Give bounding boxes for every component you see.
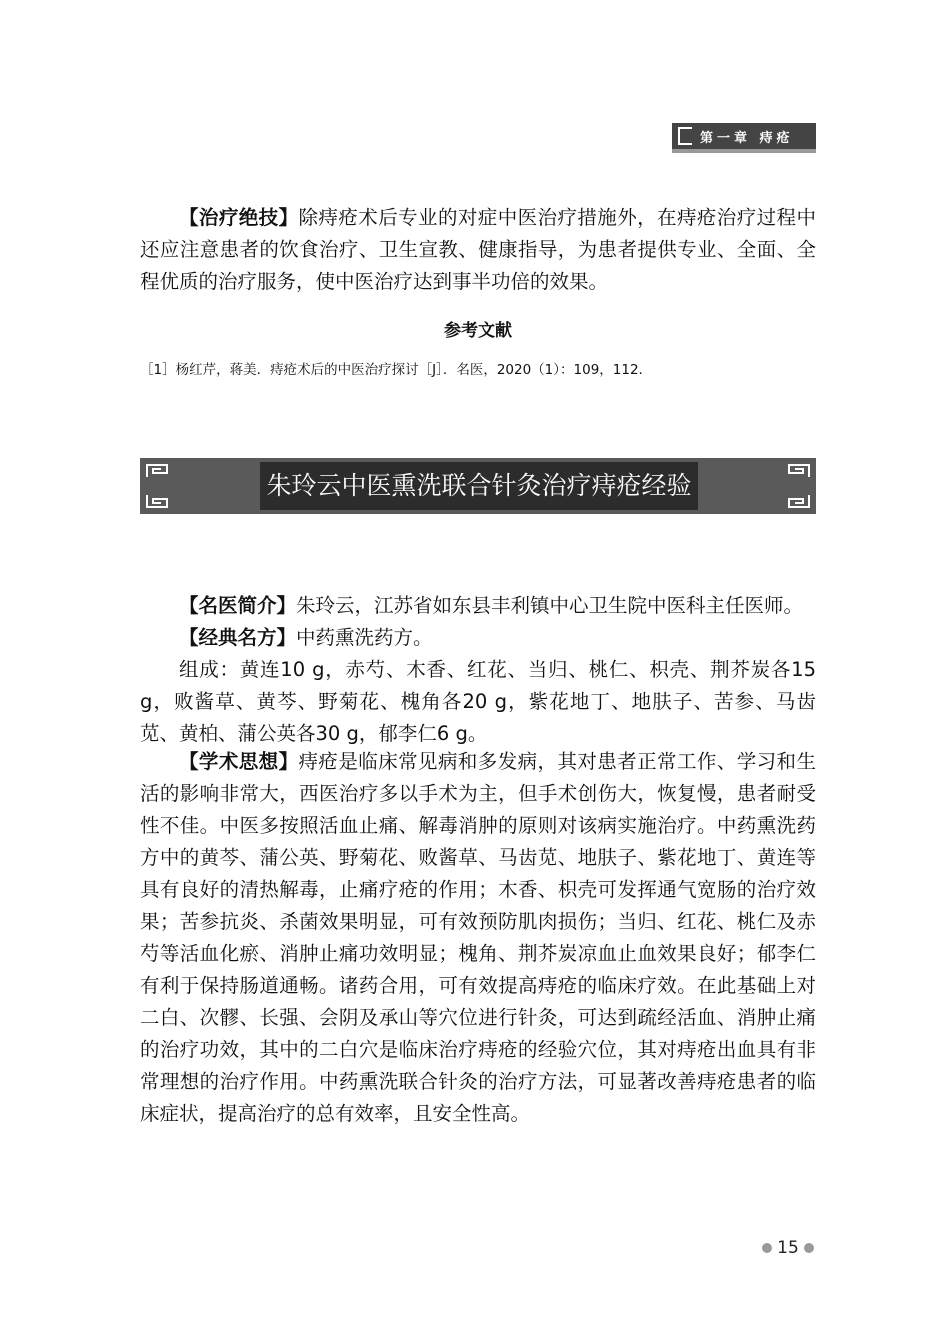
treatment-text: 除痔疮术后专业的对症中医治疗措施外，在痔疮治疗过程中还应注意患者的饮食治疗、卫生宣教、健康指导，为患者提供专业、全面、全程优质的治疗服务，使中医治疗达到事半功倍的效果。 [140, 206, 816, 293]
chapter-label: 第一章 痔疮 [700, 131, 794, 146]
intro-text: 朱玲云，江苏省如东县丰利镇中心卫生院中医科主任医师。 [296, 594, 804, 617]
thought-paragraph [140, 746, 816, 1130]
formula-text: 中药熏洗药方。 [296, 626, 433, 649]
section-banner [140, 458, 816, 514]
meander-ornament-icon [146, 494, 168, 508]
page-number: 15 [777, 1238, 799, 1258]
formula-heading: 【经典名方】 [179, 626, 297, 649]
thought-heading: 【学术思想】 [179, 750, 299, 773]
intro-heading: 【名医简介】 [179, 594, 297, 617]
reference-entry: ［1］杨红芹，蒋美．痔疮术后的中医治疗探讨［J］．名医，2020（1）：109，112. [140, 362, 643, 378]
intro-paragraph [140, 590, 816, 622]
banner-title: 朱玲云中医熏洗联合针灸治疗痔疮经验 [266, 471, 692, 500]
page-ornament-icon [804, 1243, 814, 1253]
formula-paragraph [140, 622, 816, 654]
meander-ornament-icon [146, 464, 168, 478]
composition-paragraph: 组成：黄连10 g，赤芍、木香、红花、当归、桃仁、枳壳、荆芥炭各15 g，败酱草、黄芩、野菊花、槐角各20 g，紫花地丁、地肤子、苦参、马齿苋、黄柏、蒲公英各30 g，郁李仁6 g。 [140, 658, 816, 745]
page-ornament-icon [762, 1243, 772, 1253]
meander-ornament-icon [788, 464, 810, 478]
treatment-heading: 【治疗绝技】 [179, 206, 299, 229]
meander-ornament-icon [788, 494, 810, 508]
treatment-paragraph [140, 202, 816, 298]
page-number-block [758, 1236, 818, 1260]
chapter-tab [672, 123, 816, 153]
references-title: 参考文献 [444, 321, 512, 341]
chapter-frame-icon [678, 127, 692, 145]
thought-text: 痔疮是临床常见病和多发病，其对患者正常工作、学习和生活的影响非常大，西医治疗多以手术为主，但手术创伤大，恢复慢，患者耐受性不佳。中医多按照活血止痛、解毒消肿的原则对该病实施治疗。中药熏洗药方中的黄芩、蒲公英、野菊花、败酱草、马齿苋、地肤子、紫花地丁、黄连等具有良好的清热解毒，止痛疗疮的作用；木香、枳壳可发挥通气宽肠的治疗效果；苦参抗炎、杀菌效果明显，可有效预防肌肉损伤；当归、红花、桃仁及赤芍等活血化瘀、消肿止痛功效明显；槐角、荆芥炭凉血止血效果良好；郁李仁有利于保持肠道通畅。诸药合用，可有效提高痔疮的临床疗效。在此基础上对二白、次髎、长强、会阴及承山等穴位进行针灸，可达到疏经活血、消肿止痛的治疗功效，其中的二白穴是临床治疗痔疮的经验穴位，其对痔疮出血具有非常理想的治疗作用。中药熏洗联合针灸的治疗方法，可显著改善痔疮患者的临床症状，提高治疗的总有效率，且安全性高。 [140, 750, 816, 1125]
